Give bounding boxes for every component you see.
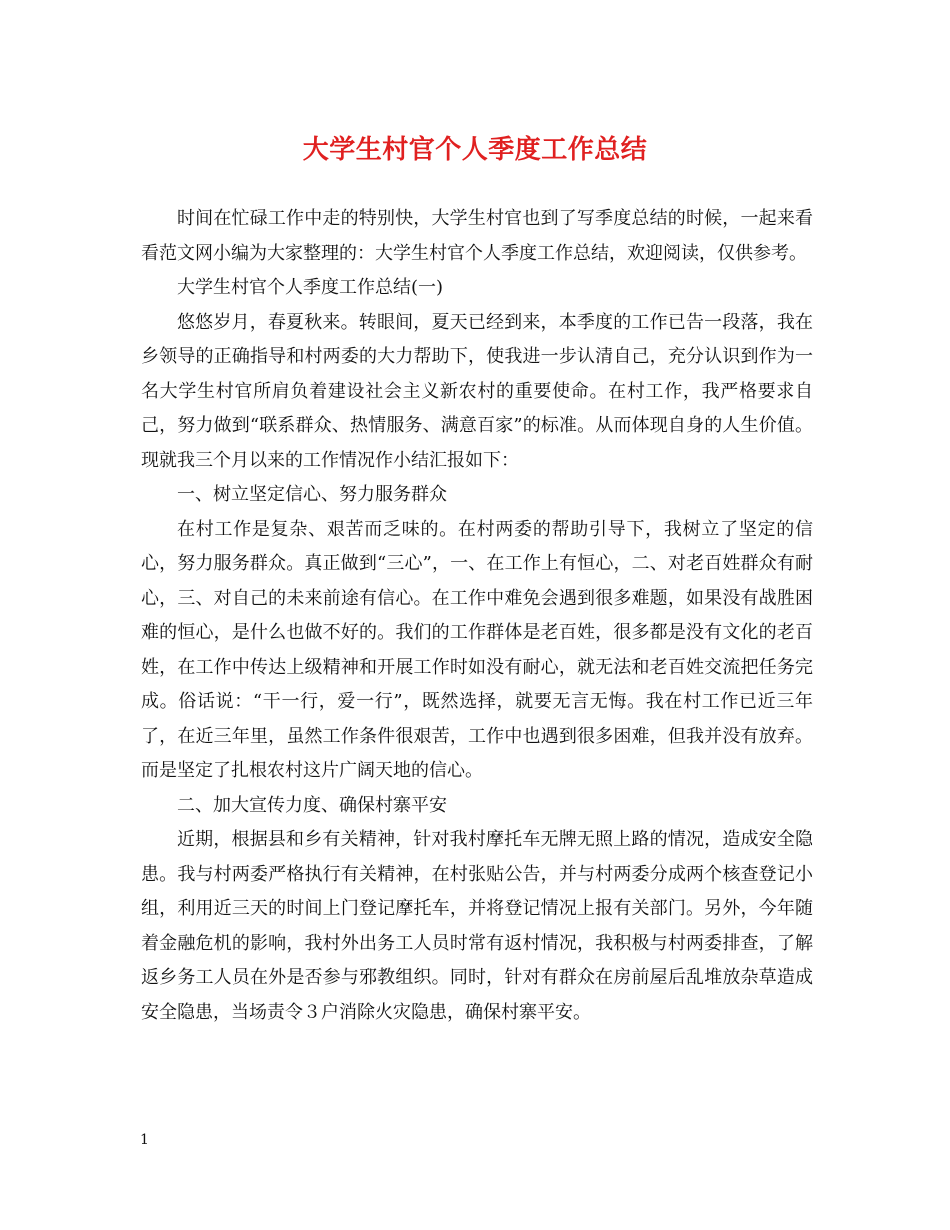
page-number: 1: [140, 1132, 149, 1148]
intro-paragraph: 时间在忙碌工作中走的特别快，大学生村官也到了写季度总结的时候，一起来看看范文网小编为大家整理的：大学生村官个人季度工作总结，欢迎阅读，仅供参考。: [141, 208, 813, 264]
body-paragraph: 近期，根据县和乡有关精神，针对我村摩托车无牌无照上路的情况，造成安全隐患。我与村两委严格执行有关精神，在村张贴公告，并与村两委分成两个核查登记小组，利用近三天的时间上门登记摩托车，并将登记情况上报有关部门。另外，今年随着金融危机的影响，我村外出务工人员时常有返村情况，我积极与村两委排查，了解返乡务工人员在外是否参与邪教组织。同时，针对有群众在房前屋后乱堆放杂草造成安全隐患，当场责令３户消除火灾隐患，确保村寨平安。: [141, 829, 813, 1023]
document-title: 大学生村官个人季度工作总结: [302, 135, 648, 165]
document-body: [141, 202, 813, 1030]
section-heading: 一、树立坚定信心、努力服务群众: [177, 484, 447, 505]
body-paragraph: 悠悠岁月，春夏秋来。转眼间，夏天已经到来，本季度的工作已告一段落，我在乡领导的正确指导和村两委的大力帮助下，使我进一步认清自己，充分认识到作为一名大学生村官所肩负着建设社会主义新农村的重要使命。在村工作，我严格要求自己，努力做到“联系群众、热情服务、满意百家”的标准。从而体现自身的人生价值。现就我三个月以来的工作情况作小结汇报如下：: [141, 311, 813, 471]
body-paragraph: 在村工作是复杂、艰苦而乏味的。在村两委的帮助引导下，我树立了坚定的信心，努力服务群众。真正做到“三心”，一、在工作上有恒心，二、对老百姓群众有耐心，三、对自己的未来前途有信心。在工作中难免会遇到很多难题，如果没有战胜困难的恒心，是什么也做不好的。我们的工作群体是老百姓，很多都是没有文化的老百姓，在工作中传达上级精神和开展工作时如没有耐心，就无法和老百姓交流把任务完成。俗话说：“干一行，爱一行”，既然选择，就要无言无悔。我在村工作已近三年了，在近三年里，虽然工作条件很艰苦，工作中也遇到很多困难，但我并没有放弃。而是坚定了扎根农村这片广阔天地的信心。: [141, 518, 813, 781]
section-heading: 二、加大宣传力度、确保村寨平安: [177, 794, 447, 816]
section-title: 大学生村官个人季度工作总结(一): [177, 277, 444, 298]
